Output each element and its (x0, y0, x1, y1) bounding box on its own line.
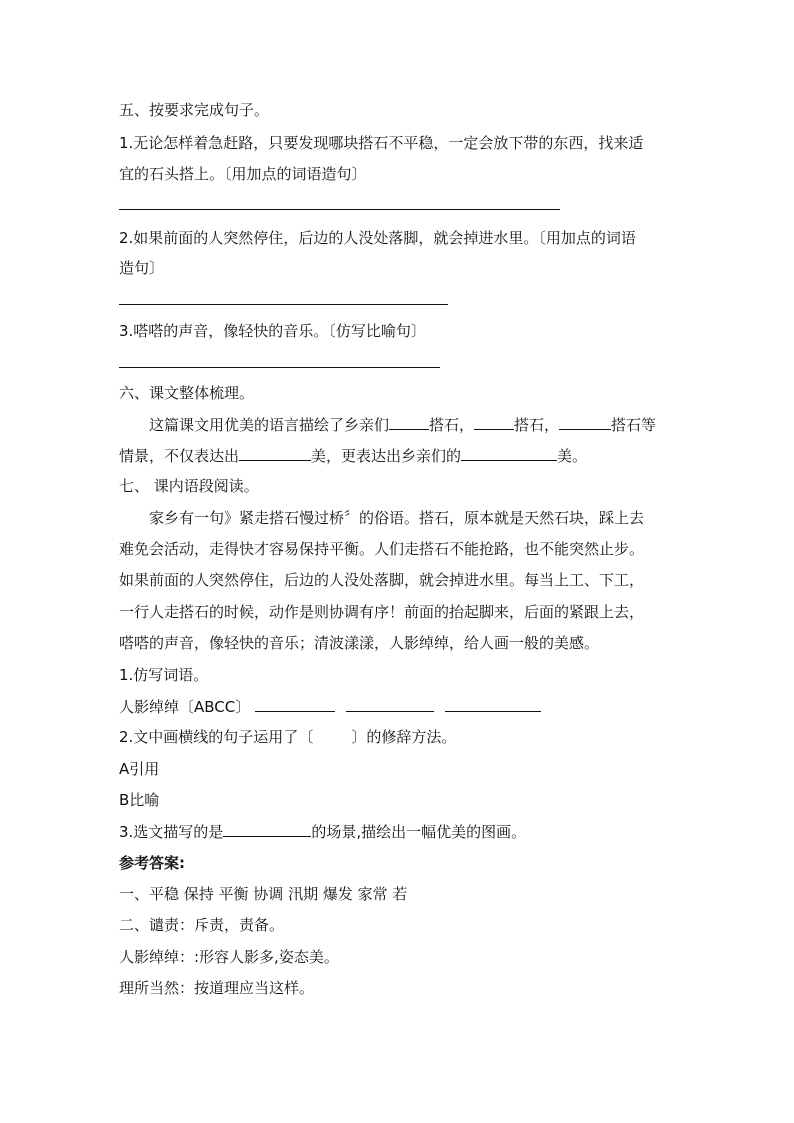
passage-line: 嗒嗒的声音，像轻快的音乐；清波漾漾，人影绰绰，给人画一般的美感。 (119, 634, 600, 652)
s5-q2-line1: 2.如果前面的人突然停住，后边的人没处落脚，就会掉进水里。〔用加点的词语 (119, 229, 636, 247)
option-b: B比喻 (119, 791, 160, 809)
s6-line2: 情景，不仅表达出 美，更表达出乡亲们的 美。 (119, 447, 588, 465)
fill-blank (461, 445, 557, 461)
fill-blank (223, 821, 311, 837)
s7-q2: 2.文中画横线的句子运用了〔 〕的修辞方法。 (119, 728, 457, 746)
fill-blank (255, 696, 335, 712)
section-7-title: 七、 课内语段阅读。 (119, 477, 259, 495)
s7-q3: 3.选文描写的是 的场景,描绘出一幅优美的图画。 (119, 823, 527, 841)
answer-line-q1 (119, 209, 560, 210)
fill-blank (559, 414, 611, 430)
answer-1: 一、平稳 保持 平衡 协调 汛期 爆发 家常 若 (119, 885, 408, 903)
answer-line-q3 (119, 367, 440, 368)
s5-q3: 3.嗒嗒的声音，像轻快的音乐。〔仿写比喻句〕 (119, 322, 426, 340)
s5-q1-line2: 宜的石头搭上。〔用加点的词语造句〕 (119, 165, 367, 183)
answer-4: 理所当然：按道理应当这样。 (119, 979, 315, 997)
fill-blank (346, 696, 434, 712)
passage-line: 家乡有一句》紧走搭石慢过桥〞的俗语。搭石，原本就是天然石块，踩上去 (149, 509, 645, 527)
fill-blank (239, 445, 311, 461)
passage-line: 一行人走搭石的时候，动作是则协调有序！前面的抬起脚来，后面的紧跟上去， (119, 603, 645, 621)
section-6-title: 六、课文整体梳理。 (119, 384, 255, 402)
fill-blank (474, 414, 514, 430)
passage-line: 如果前面的人突然停住，后边的人没处落脚，就会掉进水里。每当上工、下工， (119, 571, 645, 589)
s5-q1-line1: 1.无论怎样着急赶路，只要发现哪块搭石不平稳，一定会放下带的东西，找来适 (119, 134, 644, 152)
answer-2: 二、谴责：斥责，责备。 (119, 916, 285, 934)
fill-blank (389, 414, 429, 430)
answer-line-q2 (119, 304, 448, 305)
s7-q1-line: 人影绰绰〔ABCC〕 (119, 696, 541, 717)
answers-title: 参考答案: (119, 854, 185, 872)
option-a: A引用 (119, 760, 160, 778)
s6-line1: 这篇课文用优美的语言描绘了乡亲们 搭石， 搭石， 搭石等 (149, 416, 657, 434)
s5-q2-line2: 造句〕 (119, 259, 165, 277)
section-5-title: 五、按要求完成句子。 (119, 101, 270, 119)
answer-3: 人影绰绰：:形容人影多,姿态美。 (119, 948, 339, 966)
passage-line: 难免会活动，走得快才容易保持平衡。人们走搭石不能抢路，也不能突然止步。 (119, 540, 645, 558)
s7-q1: 1.仿写词语。 (119, 666, 209, 684)
fill-blank (445, 696, 541, 712)
